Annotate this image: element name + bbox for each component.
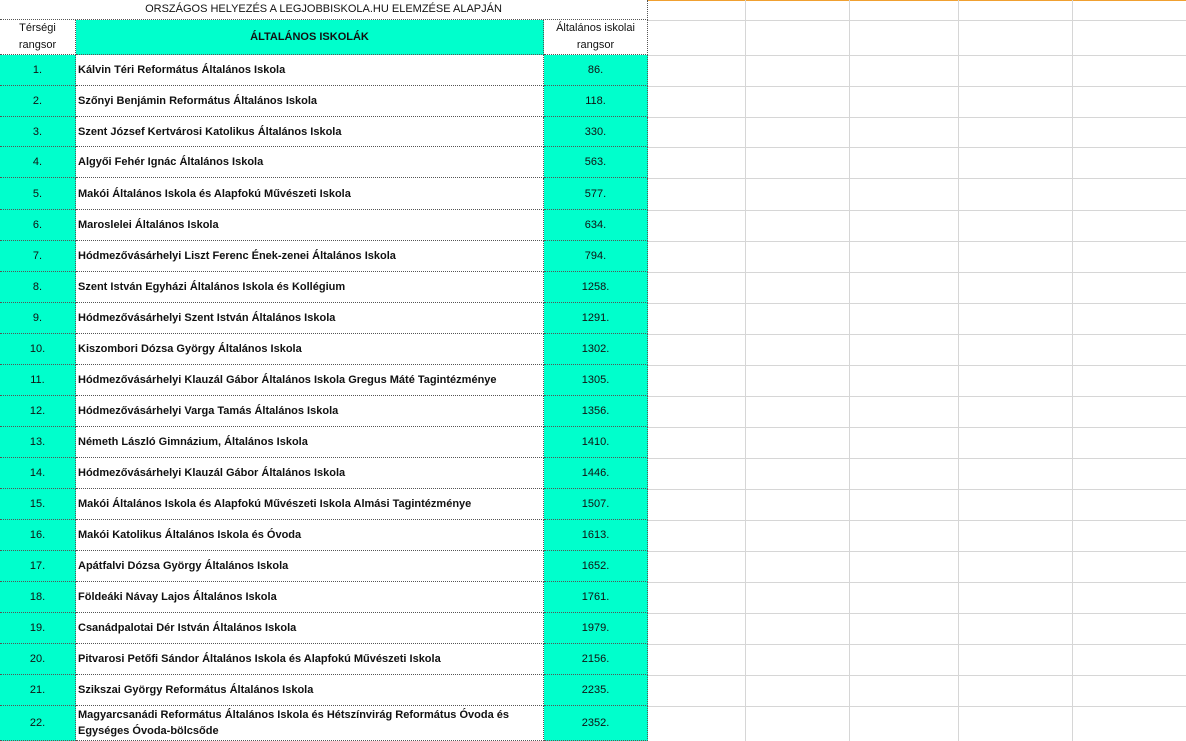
- national-rank-cell[interactable]: 86.: [544, 55, 648, 86]
- grid-row-line: [648, 427, 1186, 428]
- school-name-cell[interactable]: Makói Katolikus Általános Iskola és Óvoda: [76, 520, 544, 551]
- national-rank-cell[interactable]: 1410.: [544, 427, 648, 458]
- regional-rank-cell[interactable]: 22.: [0, 706, 76, 741]
- regional-rank-cell[interactable]: 15.: [0, 489, 76, 520]
- grid-row-line: [648, 210, 1186, 211]
- regional-rank-cell[interactable]: 16.: [0, 520, 76, 551]
- school-name-cell[interactable]: Hódmezővásárhelyi Szent István Általános Iskola: [76, 303, 544, 334]
- regional-rank-cell[interactable]: 17.: [0, 551, 76, 582]
- national-rank-cell[interactable]: 563.: [544, 147, 648, 178]
- school-name-cell[interactable]: Hódmezővásárhelyi Varga Tamás Általános Iskola: [76, 396, 544, 427]
- national-rank-cell[interactable]: 1305.: [544, 365, 648, 396]
- grid-column-line: [958, 0, 959, 741]
- regional-rank-cell[interactable]: 7.: [0, 241, 76, 272]
- school-name-cell[interactable]: Algyői Fehér Ignác Általános Iskola: [76, 147, 544, 178]
- school-name-cell[interactable]: Szőnyi Benjámin Református Általános Iskola: [76, 86, 544, 117]
- school-name-cell[interactable]: Hódmezővásárhelyi Klauzál Gábor Általános Iskola: [76, 458, 544, 489]
- grid-row-line: [648, 582, 1186, 583]
- national-rank-cell[interactable]: 1613.: [544, 520, 648, 551]
- grid-row-line: [648, 644, 1186, 645]
- school-name-cell[interactable]: Magyarcsanádi Református Általános Iskola és Hétszínvirág Református Óvoda és Egységes Óvoda-bölcsőde: [76, 706, 544, 741]
- header-accent-line: [648, 0, 1186, 1]
- header-regional-rank[interactable]: Térségi rangsor: [0, 20, 76, 55]
- grid-row-line: [648, 303, 1186, 304]
- regional-rank-cell[interactable]: 9.: [0, 303, 76, 334]
- regional-rank-cell[interactable]: 18.: [0, 582, 76, 613]
- grid-row-line: [648, 613, 1186, 614]
- regional-rank-cell[interactable]: 11.: [0, 365, 76, 396]
- school-name-cell[interactable]: Németh László Gimnázium, Általános Iskola: [76, 427, 544, 458]
- national-rank-cell[interactable]: 1761.: [544, 582, 648, 613]
- national-rank-cell[interactable]: 330.: [544, 117, 648, 147]
- grid-row-line: [648, 86, 1186, 87]
- regional-rank-cell[interactable]: 13.: [0, 427, 76, 458]
- national-rank-cell[interactable]: 2352.: [544, 706, 648, 741]
- national-rank-cell[interactable]: 1446.: [544, 458, 648, 489]
- grid-row-line: [648, 458, 1186, 459]
- regional-rank-cell[interactable]: 1.: [0, 55, 76, 86]
- regional-rank-cell[interactable]: 12.: [0, 396, 76, 427]
- school-name-cell[interactable]: Apátfalvi Dózsa György Általános Iskola: [76, 551, 544, 582]
- school-name-cell[interactable]: Szent József Kertvárosi Katolikus Általános Iskola: [76, 117, 544, 147]
- school-name-cell[interactable]: Szikszai György Református Általános Iskola: [76, 675, 544, 706]
- national-rank-cell[interactable]: 1302.: [544, 334, 648, 365]
- national-rank-cell[interactable]: 2235.: [544, 675, 648, 706]
- national-rank-cell[interactable]: 2156.: [544, 644, 648, 675]
- national-rank-cell[interactable]: 794.: [544, 241, 648, 272]
- grid-row-line: [648, 396, 1186, 397]
- grid-row-line: [648, 334, 1186, 335]
- regional-rank-cell[interactable]: 5.: [0, 178, 76, 210]
- regional-rank-cell[interactable]: 10.: [0, 334, 76, 365]
- header-schools[interactable]: ÁLTALÁNOS ISKOLÁK: [76, 20, 544, 55]
- regional-rank-cell[interactable]: 3.: [0, 117, 76, 147]
- national-rank-cell[interactable]: 1979.: [544, 613, 648, 644]
- national-rank-cell[interactable]: 1652.: [544, 551, 648, 582]
- school-name-cell[interactable]: Csanádpalotai Dér István Általános Iskola: [76, 613, 544, 644]
- grid-column-line: [745, 0, 746, 741]
- school-name-cell[interactable]: Földeáki Návay Lajos Általános Iskola: [76, 582, 544, 613]
- regional-rank-cell[interactable]: 6.: [0, 210, 76, 241]
- regional-rank-cell[interactable]: 2.: [0, 86, 76, 117]
- national-rank-cell[interactable]: 118.: [544, 86, 648, 117]
- school-name-cell[interactable]: Maroslelei Általános Iskola: [76, 210, 544, 241]
- regional-rank-cell[interactable]: 20.: [0, 644, 76, 675]
- regional-rank-cell[interactable]: 19.: [0, 613, 76, 644]
- grid-row-line: [648, 551, 1186, 552]
- grid-column-line: [849, 0, 850, 741]
- grid-column-line: [1072, 0, 1073, 741]
- national-rank-cell[interactable]: 1258.: [544, 272, 648, 303]
- regional-rank-cell[interactable]: 8.: [0, 272, 76, 303]
- national-rank-cell[interactable]: 634.: [544, 210, 648, 241]
- grid-row-line: [648, 675, 1186, 676]
- grid-row-line: [648, 117, 1186, 118]
- grid-row-line: [648, 520, 1186, 521]
- school-name-cell[interactable]: Hódmezővásárhelyi Klauzál Gábor Általános Iskola Gregus Máté Tagintézménye: [76, 365, 544, 396]
- national-rank-cell[interactable]: 1291.: [544, 303, 648, 334]
- school-name-cell[interactable]: Hódmezővásárhelyi Liszt Ferenc Ének-zenei Általános Iskola: [76, 241, 544, 272]
- grid-row-line: [648, 241, 1186, 242]
- grid-row-line: [648, 178, 1186, 179]
- regional-rank-cell[interactable]: 21.: [0, 675, 76, 706]
- sheet-title-cell[interactable]: ORSZÁGOS HELYEZÉS A LEGJOBBISKOLA.HU ELEMZÉSE ALAPJÁN: [0, 0, 648, 20]
- school-name-cell[interactable]: Kiszombori Dózsa György Általános Iskola: [76, 334, 544, 365]
- school-name-cell[interactable]: Pitvarosi Petőfi Sándor Általános Iskola és Alapfokú Művészeti Iskola: [76, 644, 544, 675]
- school-name-cell[interactable]: Makói Általános Iskola és Alapfokú Művészeti Iskola: [76, 178, 544, 210]
- grid-row-line: [648, 272, 1186, 273]
- regional-rank-cell[interactable]: 4.: [0, 147, 76, 178]
- school-name-cell[interactable]: Kálvin Téri Református Általános Iskola: [76, 55, 544, 86]
- grid-row-line: [648, 706, 1186, 707]
- grid-row-line: [648, 55, 1186, 56]
- header-national-rank[interactable]: Általános iskolai rangsor: [544, 20, 648, 55]
- grid-row-line: [648, 20, 1186, 21]
- school-name-cell[interactable]: Makói Általános Iskola és Alapfokú Művészeti Iskola Almási Tagintézménye: [76, 489, 544, 520]
- grid-row-line: [648, 147, 1186, 148]
- regional-rank-cell[interactable]: 14.: [0, 458, 76, 489]
- school-name-cell[interactable]: Szent István Egyházi Általános Iskola és Kollégium: [76, 272, 544, 303]
- grid-row-line: [648, 365, 1186, 366]
- national-rank-cell[interactable]: 577.: [544, 178, 648, 210]
- national-rank-cell[interactable]: 1507.: [544, 489, 648, 520]
- national-rank-cell[interactable]: 1356.: [544, 396, 648, 427]
- grid-row-line: [648, 489, 1186, 490]
